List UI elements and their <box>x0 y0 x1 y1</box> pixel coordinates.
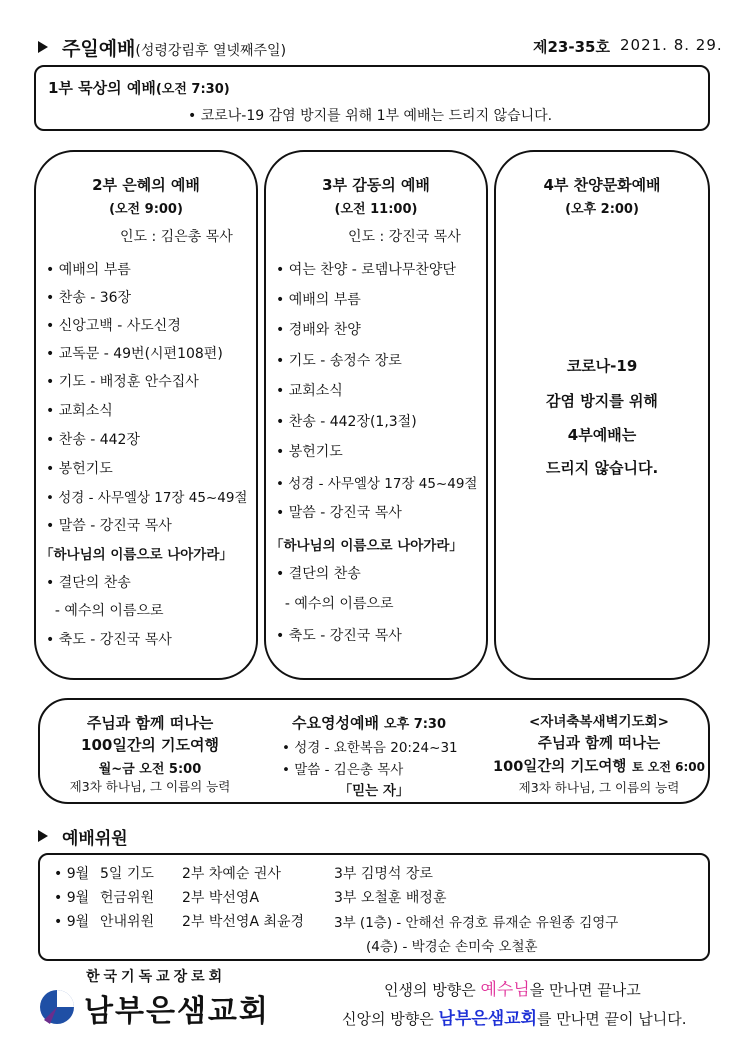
slogan-1-pre: 인생의 방향은 <box>384 981 481 999</box>
header-title-group <box>62 34 286 61</box>
service-3-item: • 결단의 찬송 <box>276 566 361 582</box>
saturday-title-2: 100일간의 기도여행 <box>493 759 627 775</box>
prayer-journey-title-1: 주님과 함께 떠나는 <box>86 714 214 732</box>
service-3-item: • 교회소식 <box>276 383 343 399</box>
service-1-title: 1부 묵상의 예배 <box>48 79 156 97</box>
slogan-1-post: 을 만나면 끝나고 <box>529 981 641 999</box>
service-2-item: - 예수의 이름으로 <box>46 603 164 619</box>
church-logo-icon <box>38 988 76 1026</box>
service-4-notice-line: 4부예배는 <box>567 426 637 444</box>
slogan-2-post: 를 만나면 끝이 납니다. <box>537 1010 687 1028</box>
denomination-name: 한국기독교장로회 <box>86 969 227 985</box>
service-2-item: • 교독문 - 49번(시편108편) <box>46 346 223 362</box>
committee-service-3: 3부 오철훈 배정훈 <box>334 890 447 906</box>
committee-service-2: 2부 박선영A 최윤경 <box>182 914 305 930</box>
saturday-schedule: 토 오전 6:00 <box>631 760 705 774</box>
service-3-item: - 예수의 이름으로 <box>276 596 394 612</box>
page-title: 주일예배 <box>62 38 136 60</box>
service-2-item: • 결단의 찬송 <box>46 575 131 591</box>
service-3-sermon-title: 「하나님의 이름으로 나아가라」 <box>270 538 463 554</box>
service-3-item: • 축도 - 강진국 목사 <box>276 628 402 644</box>
wednesday-sermon: • 말씀 - 김은총 목사 <box>282 762 404 778</box>
saturday-title-2-group <box>480 755 718 776</box>
slogan-2-pre: 신앙의 방향은 <box>342 1010 439 1028</box>
wednesday-time: 오후 7:30 <box>384 717 447 732</box>
wednesday-sermon-title: 「믿는 자」 <box>338 783 410 799</box>
wednesday-scripture: • 성경 - 요한복음 20:24~31 <box>282 740 458 756</box>
committee-service-2: 2부 박선영A <box>182 890 260 906</box>
service-1-time: (오전 7:30) <box>155 82 230 97</box>
committee-box <box>38 853 710 961</box>
service-3-leader: 인도 : 강진국 목사 <box>348 229 461 245</box>
committee-month: • 9월 <box>54 866 90 882</box>
service-2-item: • 찬송 - 36장 <box>46 290 132 306</box>
slogan-1-highlight: 예수님 <box>480 980 530 1000</box>
service-2-item: • 성경 - 사무엘상 17장 45~49절 <box>46 490 248 506</box>
service-3-item: • 경배와 찬양 <box>276 322 361 338</box>
service-2-item: • 봉헌기도 <box>46 461 113 477</box>
prayer-journey-title-2: 100일간의 기도여행 <box>81 736 219 754</box>
committee-extra: (4층) - 박경순 손미숙 오철훈 <box>366 939 538 955</box>
service-2-item: • 신앙고백 - 사도신경 <box>46 318 181 334</box>
committee-month: • 9월 <box>54 890 90 906</box>
service-2-item: • 예배의 부름 <box>46 262 131 278</box>
service-2-leader: 인도 : 김은총 목사 <box>120 229 233 245</box>
service-3-item: • 기도 - 송정수 장로 <box>276 353 402 369</box>
service-3-item: • 찬송 - 442장(1,3절) <box>276 414 417 430</box>
service-1-box <box>34 65 710 131</box>
service-2-box <box>34 150 258 680</box>
saturday-heading: <자녀축복새벽기도회> <box>529 714 669 730</box>
service-2-item: • 찬송 - 442장 <box>46 432 140 448</box>
issue-number: 제23-35호 <box>533 38 610 56</box>
service-3-item: • 여는 찬양 - 로뎀나무찬양단 <box>276 262 456 278</box>
service-3-item: • 예배의 부름 <box>276 292 361 308</box>
service-2-item: • 교회소식 <box>46 403 113 419</box>
service-2-sermon-title: 「하나님의 이름으로 나아가라」 <box>40 547 233 563</box>
slogan-line-2 <box>342 1004 687 1029</box>
section-marker-icon <box>38 41 48 53</box>
committee-service-2: 2부 차예순 권사 <box>182 866 281 882</box>
service-2-time: (오전 9:00) <box>109 202 183 217</box>
prayer-journey-topic: 제3차 하나님, 그 이름의 능력 <box>69 779 231 794</box>
saturday-title-1: 주님과 함께 떠나는 <box>537 736 661 752</box>
service-3-item: • 성경 - 사무엘상 17장 45~49절 <box>276 476 478 492</box>
wednesday-title: 수요영성예배 <box>292 714 379 732</box>
service-4-time: (오후 2:00) <box>565 202 639 217</box>
page-subtitle: (성령강림후 열넷째주일) <box>135 43 287 59</box>
slogan-2-highlight: 남부은샘교회 <box>438 1009 538 1029</box>
service-2-title: 2부 은혜의 예배 <box>92 176 200 194</box>
service-4-notice-line: 드리지 않습니다. <box>545 459 659 477</box>
service-3-time: (오전 11:00) <box>334 202 418 217</box>
service-4-box <box>494 150 710 680</box>
committee-service-3: 3부 김명석 장로 <box>334 866 433 882</box>
service-3-box <box>264 150 488 680</box>
service-2-item: • 축도 - 강진국 목사 <box>46 632 172 648</box>
service-4-notice-line: 감염 방지를 위해 <box>546 392 658 410</box>
prayer-journey-schedule: 월~금 오전 5:00 <box>98 762 202 777</box>
service-3-title: 3부 감동의 예배 <box>322 176 430 194</box>
service-1-heading <box>48 77 230 98</box>
committee-month: • 9월 <box>54 914 90 930</box>
committee-role: 헌금위원 <box>100 890 155 906</box>
section-marker-icon <box>38 830 48 842</box>
service-4-title: 4부 찬양문화예배 <box>543 176 661 194</box>
church-name: 남부은샘교회 <box>84 994 270 1029</box>
service-2-item: • 말씀 - 강진국 목사 <box>46 518 172 534</box>
committee-service-3: 3부 (1층) - 안해선 유경호 류재순 유원종 김영구 <box>334 915 619 931</box>
service-2-item: • 기도 - 배정훈 안수집사 <box>46 374 199 390</box>
issue-date: 2021. 8. 29. <box>620 36 723 54</box>
weekday-services-box <box>38 698 710 804</box>
committee-role: 안내위원 <box>100 914 155 930</box>
saturday-topic: 제3차 하나님, 그 이름의 능력 <box>518 780 680 795</box>
service-4-notice-line: 코로나-19 <box>566 357 638 375</box>
slogan-line-1 <box>384 975 641 1000</box>
service-1-notice: • 코로나-19 감염 방지를 위해 1부 예배는 드리지 않습니다. <box>188 108 553 124</box>
wednesday-heading <box>292 712 446 733</box>
service-3-item: • 말씀 - 강진국 목사 <box>276 505 402 521</box>
committee-role: 5일 기도 <box>100 866 154 882</box>
committee-title: 예배위원 <box>62 829 128 849</box>
service-3-item: • 봉헌기도 <box>276 444 343 460</box>
